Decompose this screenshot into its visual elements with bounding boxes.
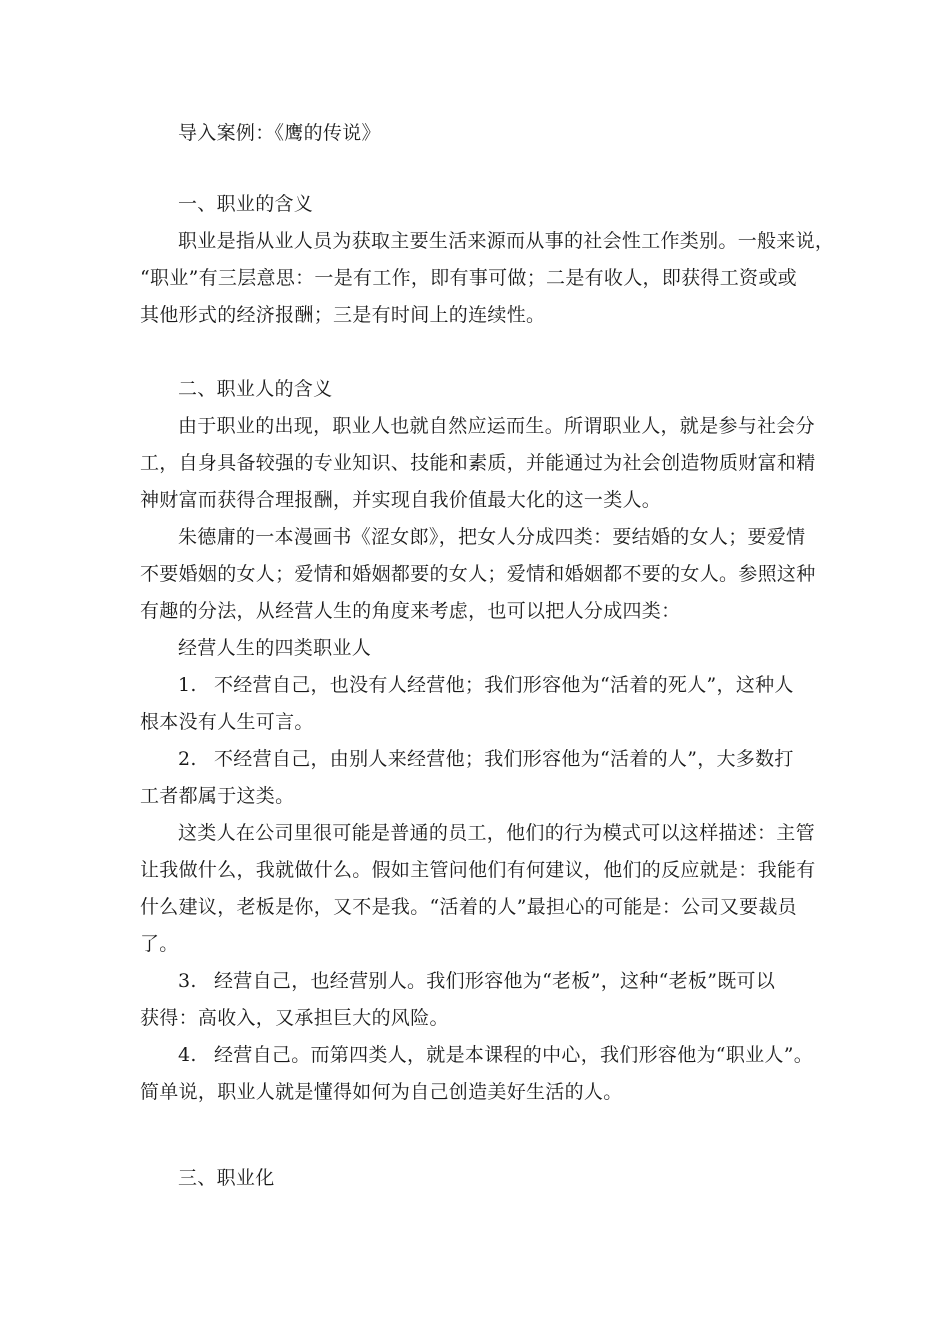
paragraph-line: 了。	[140, 933, 179, 955]
section-heading-professional-meaning: 二、职业人的含义	[178, 378, 333, 400]
list-item-text: 不经营自己，由别人来经营他；我们形容他为“活着的人”，大多数打	[214, 748, 794, 770]
paragraph-line: 简单说，职业人就是懂得如何为自己创造美好生活的人。	[140, 1081, 623, 1103]
paragraph-line: 其他形式的经济报酬；三是有时间上的连续性。	[140, 304, 546, 326]
list-item-4	[178, 1036, 820, 1074]
paragraph-line: 获得：高收入，又承担巨大的风险。	[140, 1007, 449, 1029]
list-item-text: 不经营自己，也没有人经营他；我们形容他为“活着的死人”，这种人	[214, 674, 794, 696]
paragraph-line: 有趣的分法，从经营人生的角度来考虑，也可以把人分成四类：	[140, 600, 681, 622]
intro-case-title: 导入案例：《鹰的传说》	[178, 122, 381, 144]
section-heading-career-meaning: 一、职业的含义	[178, 193, 314, 215]
paragraph-line: 什么建议，老板是你，又不是我。“活着的人”最担心的可能是：公司又要裁员	[140, 896, 797, 918]
paragraph-line: 根本没有人生可言。	[140, 711, 314, 733]
paragraph-line: 这类人在公司里很可能是普通的员工，他们的行为模式可以这样描述：主管	[178, 822, 815, 844]
paragraph-line: 让我做什么，我就做什么。假如主管问他们有何建议，他们的反应就是：我能有	[140, 859, 816, 881]
paragraph-line: 由于职业的出现，职业人也就自然应运而生。所谓职业人，就是参与社会分	[178, 415, 815, 437]
paragraph-line: 不要婚姻的女人；爱情和婚姻都要的女人；爱情和婚姻都不要的女人。参照这种	[140, 563, 816, 585]
list-item-text: 经营自己。而第四类人，就是本课程的中心，我们形容他为“职业人”。	[214, 1044, 814, 1066]
four-types-subheading: 经营人生的四类职业人	[178, 637, 372, 659]
list-item-text: 经营自己，也经营别人。我们形容他为“老板”，这种“老板”既可以	[214, 970, 776, 992]
paragraph-line: 职业是指从业人员为获取主要生活来源而从事的社会性工作类别。一般来说，	[178, 230, 835, 252]
paragraph-line: 工，自身具备较强的专业知识、技能和素质，并能通过为社会创造物质财富和精	[140, 452, 816, 474]
section-heading-professionalization: 三、职业化	[178, 1167, 275, 1189]
list-item-3	[178, 962, 820, 1000]
list-item-1	[178, 666, 820, 704]
paragraph-line: “职业”有三层意思：一是有工作，即有事可做；二是有收人，即获得工资或或	[140, 267, 797, 289]
list-number: 4.	[178, 1044, 197, 1066]
paragraph-line: 神财富而获得合理报酬，并实现自我价值最大化的这一类人。	[140, 489, 662, 511]
list-number: 2.	[178, 748, 197, 770]
paragraph-line: 朱德庸的一本漫画书《涩女郎》，把女人分成四类：要结婚的女人；要爱情	[178, 526, 806, 548]
list-item-2	[178, 740, 820, 778]
list-number: 1.	[178, 674, 197, 696]
list-number: 3.	[178, 970, 197, 992]
paragraph-line: 工者都属于这类。	[140, 785, 295, 807]
